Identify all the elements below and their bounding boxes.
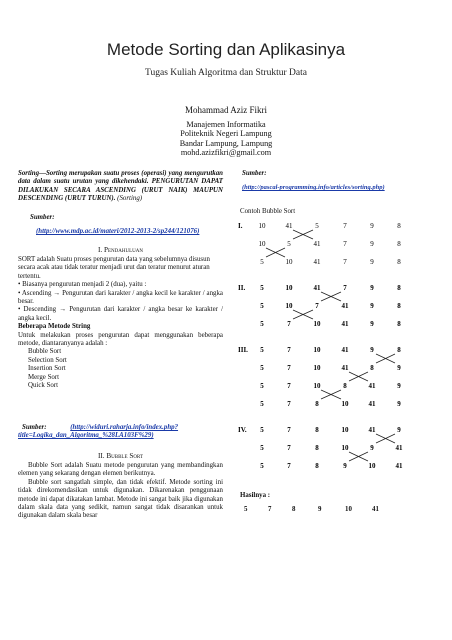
sort-value: 5 (260, 426, 264, 434)
sort-value: 5 (260, 346, 264, 354)
sort-value: 7 (343, 240, 347, 248)
contoh-heading: Contoh Bubble Sort (240, 208, 296, 215)
hasil-value: 7 (268, 506, 272, 513)
sort-value: 5 (260, 320, 264, 328)
sort-value: 9 (397, 364, 401, 372)
author-name: Mohammad Aziz Fikri (185, 105, 267, 115)
sort-value: 41 (368, 382, 376, 390)
sort-value: 9 (370, 320, 374, 328)
sort-value: 8 (397, 284, 401, 292)
hasil-value: 8 (292, 506, 296, 513)
sort-value: 8 (343, 382, 347, 390)
paper-title: Metode Sorting dan Aplikasinya (106, 40, 346, 59)
sort-value: 5 (260, 258, 264, 266)
paragraph-bubble-2: Bubble sort sangatlah simple, dan tidak efektif. Metode sorting ini tidak direkomendasikan untuk digunakan. Dikarenakan penggunaan metode ini dapat dikatakan lambat. Metode ini sangat baik jika digunakan dalam skala data yang sedikit, namun sangat tidak disarankan untuk digunakan dalam skala besar (18, 478, 223, 520)
section-2-body (18, 462, 223, 521)
sort-value: 10 (341, 444, 349, 452)
sort-value: 5 (260, 364, 264, 372)
sort-value: 41 (313, 284, 321, 292)
sort-value: 41 (341, 302, 349, 310)
sort-value: 41 (341, 320, 349, 328)
method-item: Quick Sort (28, 382, 59, 390)
sort-value: 8 (397, 302, 401, 310)
sort-value: 5 (287, 240, 291, 248)
sort-value: 10 (313, 382, 321, 390)
heading-beberapa-metode: Beberapa Metode String (18, 323, 91, 331)
sumber-3 (238, 170, 438, 193)
sort-value: 7 (287, 346, 291, 354)
sumber-3-link[interactable]: (http://pascal-programming.info/articles/sorting.php) (242, 184, 385, 192)
method-item: Selection Sort (28, 356, 67, 364)
section-2-heading (18, 452, 223, 460)
sort-value: 8 (315, 400, 319, 408)
sort-value: 7 (343, 284, 347, 292)
sort-value: 5 (260, 462, 264, 470)
author-email: mohd.azizfikri@gmail.com (180, 148, 272, 158)
sort-value: 9 (370, 444, 374, 452)
sort-value: 9 (370, 284, 374, 292)
paragraph-sort: SORT adalah Suatu proses pengurutan data yang sebelumnya disusun secara acak atau tidak teratur menjadi urut dan teratur menurut aturan tertentu. (18, 256, 210, 280)
sort-value: 8 (397, 240, 401, 248)
sort-value: 8 (315, 462, 319, 470)
sort-value: 7 (287, 400, 291, 408)
sort-value: 41 (368, 400, 376, 408)
paragraph-metode: Untuk melakukan proses pengurutan dapat menggunakan beberapa metode, diantaranyanya adalah : (18, 331, 223, 348)
abstract (18, 170, 223, 204)
sort-value: 10 (258, 240, 266, 248)
sort-value: 41 (368, 426, 376, 434)
sort-value: 10 (285, 284, 293, 292)
abstract-tail: (Sorting) (117, 195, 143, 203)
section-1-heading (18, 246, 223, 254)
sumber-1 (18, 214, 223, 237)
pass-label: II. (238, 284, 246, 292)
pass-label: IV. (238, 426, 247, 434)
section-1-title: Pendahuluan (104, 246, 143, 254)
sort-value: 8 (315, 444, 319, 452)
sort-value: 5 (315, 222, 319, 230)
bullet-ascending: • Ascending → Pengurutan dari karakter / angka kecil ke karakter / angka besar. (18, 289, 223, 306)
sort-value: 5 (260, 284, 264, 292)
author-block (0, 106, 452, 158)
sort-value: 10 (285, 302, 293, 310)
method-item: Insertion Sort (28, 365, 66, 373)
sort-value: 41 (395, 444, 403, 452)
sort-value: 8 (397, 222, 401, 230)
abstract-text: Sorting merupakan suatu proses (operasi) yang mengurutkan data dalam suatu urutan yang dikehendaki. PENGURUTAN DAPAT DILAKUKAN SECARA ASCENDING (URUT NAIK) MAUPUN DESCENDING (URUT TURUN). (18, 170, 223, 203)
hasil-value: 5 (244, 506, 248, 513)
sort-value: 5 (260, 382, 264, 390)
pass-label: I. (238, 222, 243, 230)
section-1-body (18, 256, 223, 391)
sort-value: 41 (341, 364, 349, 372)
sort-value: 9 (370, 222, 374, 230)
section-1-num: I. (98, 246, 103, 254)
sort-value: 9 (370, 302, 374, 310)
sort-value: 10 (313, 346, 321, 354)
sort-value: 41 (313, 240, 321, 248)
sort-value: 10 (341, 400, 349, 408)
hasil-label: Hasilnya : (240, 492, 271, 499)
method-item: Merge Sort (28, 373, 60, 381)
sort-value: 10 (258, 222, 266, 230)
sort-value: 9 (397, 400, 401, 408)
section-2-title: Bubble Sort (106, 452, 144, 460)
sort-value: 10 (368, 462, 376, 470)
sumber-2-label: Sumber: (22, 424, 47, 431)
author-affiliation-1: Manajemen Informatika (186, 119, 266, 129)
hasil-value: 9 (318, 506, 322, 513)
paper-subtitle: Tugas Kuliah Algoritma dan Struktur Data (145, 68, 307, 78)
sort-value: 5 (260, 400, 264, 408)
hasil-row (232, 506, 452, 518)
sort-value: 5 (260, 444, 264, 452)
sort-value: 7 (287, 320, 291, 328)
paragraph-bubble-1: Bubble Sort adalah Suatu metode pengurutan yang membandingkan elemen yang sekarang dengan elemen berikutnya. (18, 462, 223, 478)
sort-value: 10 (341, 426, 349, 434)
sumber-1-link[interactable]: (http://www.mdp.ac.id/materi/2012-2013-2/sp244/121076) (36, 228, 200, 236)
hasil-value: 41 (372, 506, 379, 513)
sumber-2-link[interactable]: (http://widuri.raharja.info/index.php?title=Logika_dan_Algoritma_%28LA103F%29) (18, 424, 179, 440)
sort-value: 7 (343, 222, 347, 230)
sort-value: 10 (313, 364, 321, 372)
sort-value: 7 (287, 462, 291, 470)
bullet-descending: • Descending → Pengurutan dari karakter / angka besar ke karakter / angka kecil. (18, 306, 223, 322)
sort-value: 7 (287, 426, 291, 434)
sort-value: 41 (285, 222, 293, 230)
sort-value: 9 (370, 346, 374, 354)
hasil-value: 10 (345, 506, 352, 513)
sort-value: 7 (287, 364, 291, 372)
sort-value: 9 (343, 462, 347, 470)
sort-value: 41 (341, 346, 349, 354)
sort-value: 9 (397, 426, 401, 434)
sort-value: 5 (260, 302, 264, 310)
author-affiliation-3: Bandar Lampung, Lampung (179, 138, 273, 148)
sumber-1-label: Sumber: (30, 214, 55, 221)
method-item: Bubble Sort (28, 348, 62, 356)
sort-value: 7 (287, 382, 291, 390)
sort-value: 9 (370, 240, 374, 248)
bullet-1: • Biasanya pengurutan menjadi 2 (dua), yaitu : (18, 281, 147, 289)
sort-value: 7 (315, 302, 319, 310)
sort-value: 41 (313, 258, 321, 266)
method-list (18, 348, 223, 390)
abstract-label: Sorting— (18, 170, 46, 177)
sumber-3-label: Sumber: (242, 170, 267, 177)
sort-value: 9 (397, 382, 401, 390)
sort-value: 8 (397, 258, 401, 266)
sort-value: 10 (313, 320, 321, 328)
sort-value: 41 (395, 462, 403, 470)
author-affiliation-2: Politeknik Negeri Lampung (180, 129, 272, 139)
sort-value: 8 (397, 346, 401, 354)
sort-value: 8 (370, 364, 374, 372)
sumber-2 (18, 424, 223, 441)
section-2-num: II. (97, 452, 105, 460)
pass-label: III. (238, 346, 248, 354)
sort-value: 10 (285, 258, 293, 266)
sort-value: 7 (287, 444, 291, 452)
bubble-sort-diagram (232, 218, 452, 518)
sort-value: 7 (343, 258, 347, 266)
sort-value: 8 (397, 320, 401, 328)
sort-value: 8 (315, 426, 319, 434)
sort-value: 9 (370, 258, 374, 266)
